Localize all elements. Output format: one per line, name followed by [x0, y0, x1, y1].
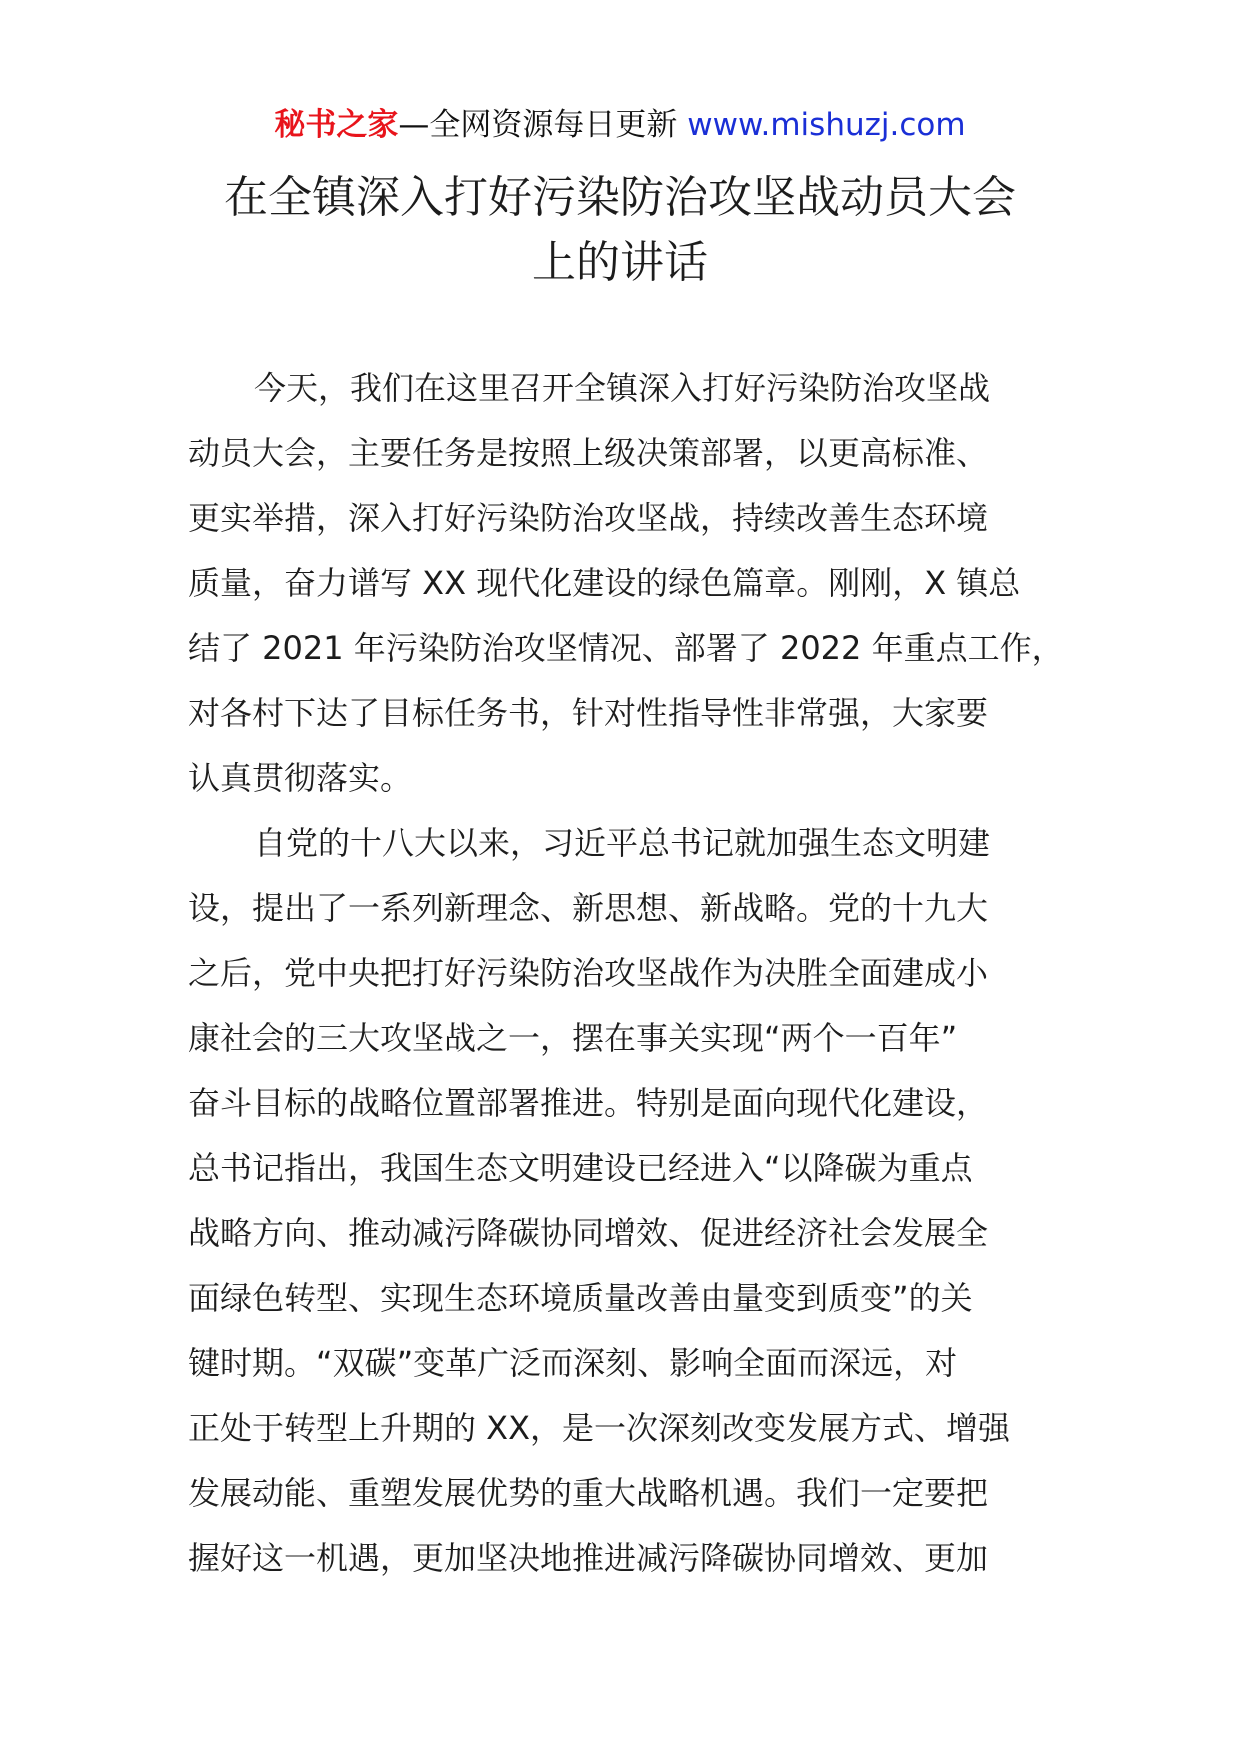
paragraph-line: 质量，奋力谱写 XX 现代化建设的绿色篇章。刚刚，X 镇总: [188, 564, 1021, 602]
document-body: [188, 356, 1088, 1591]
paragraph-line: 握好这一机遇，更加坚决地推进减污降碳协同增效、更加: [188, 1539, 989, 1577]
paragraph-line: 自党的十八大以来，习近平总书记就加强生态文明建: [254, 824, 991, 862]
paragraph-line: 之后，党中央把打好污染防治攻坚战作为决胜全面建成小: [188, 954, 989, 992]
paragraph-line: 发展动能、重塑发展优势的重大战略机遇。我们一定要把: [188, 1474, 989, 1512]
site-header: [0, 103, 1240, 147]
header-tagline: —全网资源每日更新: [398, 107, 678, 143]
paragraph-line: 总书记指出，我国生态文明建设已经进入“以降碳为重点: [188, 1149, 973, 1187]
site-url-link[interactable]: www.mishuzj.com: [687, 107, 966, 143]
paragraph-line: 康社会的三大攻坚战之一，摆在事关实现“两个一百年”: [188, 1019, 958, 1057]
paragraph-line: 更实举措，深入打好污染防治攻坚战，持续改善生态环境: [188, 499, 989, 537]
paragraph-line: 认真贯彻落实。: [188, 759, 413, 797]
paragraph-line: 正处于转型上升期的 XX，是一次深刻改变发展方式、增强: [188, 1409, 1011, 1447]
paragraph-line: 对各村下达了目标任务书，针对性指导性非常强，大家要: [188, 694, 989, 732]
document-title: [190, 165, 1050, 295]
paragraph-line: 面绿色转型、实现生态环境质量改善由量变到质变”的关: [188, 1279, 973, 1317]
paragraph: [188, 811, 1088, 1591]
paragraph: [188, 356, 1088, 811]
paragraph-line: 设，提出了一系列新理念、新思想、新战略。党的十九大: [188, 889, 989, 927]
paragraph-line: 奋斗目标的战略位置部署推进。特别是面向现代化建设，: [188, 1084, 989, 1122]
title-line: 上的讲话: [532, 237, 708, 288]
paragraph-line: 键时期。“双碳”变革广泛而深刻、影响全面而深远，对: [188, 1344, 958, 1382]
paragraph-line: 战略方向、推动减污降碳协同增效、促进经济社会发展全: [188, 1214, 989, 1252]
brand-name: 秘书之家: [274, 107, 399, 143]
paragraph-line: 结了 2021 年污染防治攻坚情况、部署了 2022 年重点工作，: [188, 629, 1064, 667]
title-line: 在全镇深入打好污染防治攻坚战动员大会: [224, 172, 1016, 223]
paragraph-line: 动员大会，主要任务是按照上级决策部署，以更高标准、: [188, 434, 989, 472]
paragraph-line: 今天，我们在这里召开全镇深入打好污染防治攻坚战: [254, 369, 991, 407]
